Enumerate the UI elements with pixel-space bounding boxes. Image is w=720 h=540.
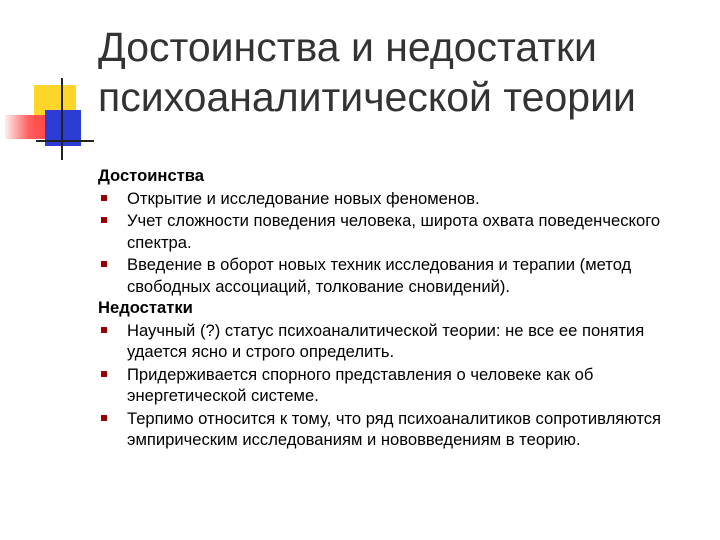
advantages-list [98,188,698,298]
advantages-heading: Достоинства [98,166,205,185]
slide-title [98,22,708,122]
list-item [98,320,698,363]
title-line-2: психоаналитической теории [98,74,636,120]
list-item [98,188,698,210]
disadvantages-heading: Недостатки [98,298,193,317]
list-item-text: Введение в оборот новых техник исследования и терапии (метод свободных ассоциаций, толкование сновидений). [127,255,632,296]
list-item-text: Открытие и исследование новых феноменов. [127,188,480,208]
list-item-text: Учет сложности поведения человека, широта охвата поведенческого спектра. [127,211,661,252]
red-bar [5,115,45,139]
square-bullet-icon [101,327,107,333]
title-line-1: Достоинства и недостатки [98,24,597,70]
list-item-text: Придерживается спорного представления о человеке как об энергетической системе. [127,364,594,405]
list-item [98,364,698,407]
list-item [98,254,698,297]
square-bullet-icon [101,261,107,267]
disadvantages-list [98,320,698,451]
list-item-text: Научный (?) статус психоаналитической теории: не все ее понятия удается ясно и строго определить. [127,320,645,361]
list-item-text: Терпимо относится к тому, что ряд психоаналитиков сопротивляются эмпирическим исследованиям и нововведениям в теорию. [127,408,662,449]
square-bullet-icon [101,371,107,377]
list-item [98,408,698,451]
vertical-line [61,78,63,160]
square-bullet-icon [101,415,107,421]
horizontal-line [36,140,94,142]
corner-decoration [0,0,100,170]
list-item [98,210,698,253]
square-bullet-icon [101,195,107,201]
square-bullet-icon [101,217,107,223]
slide-content [98,165,698,451]
